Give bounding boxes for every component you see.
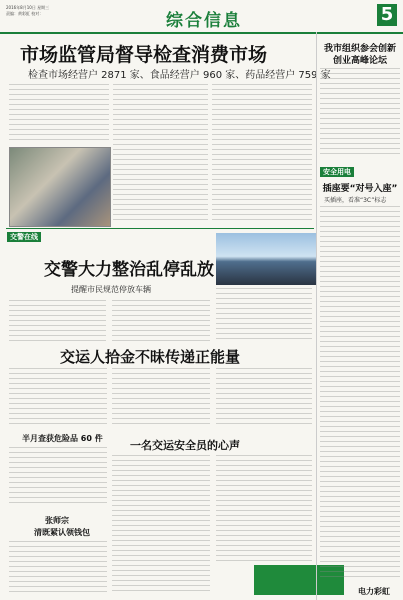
- safety-officer-body-col2: [216, 455, 312, 563]
- lead-body-col2: [113, 84, 208, 224]
- lead-body-col3: [212, 84, 312, 224]
- electricity-section-label: 安全用电: [320, 167, 354, 177]
- editor-line: 责编：黄彩虹 校对：: [6, 11, 44, 16]
- traffic-body-col1: [9, 300, 106, 342]
- wallet-headline-2: 清既紧认领钱包: [34, 528, 90, 537]
- traffic-body-col2: [112, 300, 210, 342]
- socket-body: [320, 206, 400, 578]
- section-title: 综合信息: [166, 11, 242, 31]
- safety-officer-body-col1: [112, 455, 210, 595]
- dangerous-goods-body: [9, 447, 107, 507]
- lead-body-col1: [9, 84, 109, 144]
- lead-headline: 市场监管局督导检查消费市场: [20, 44, 268, 66]
- divider: [6, 228, 314, 229]
- lead-subhead: 检查市场经营户 2871 家、食品经营户 960 家、药品经营户 759 家: [28, 70, 331, 81]
- page-header: [0, 0, 403, 34]
- traffic-subhead: 提醒市民规范停放车辆: [71, 285, 151, 294]
- wallet-headline-1: 张师宗: [45, 516, 69, 525]
- dangerous-goods-headline: 半月查获危险品 60 件: [22, 434, 103, 443]
- footer-logo: 电力彩虹: [358, 587, 390, 596]
- page-number: 5: [377, 4, 397, 26]
- story3-body-col2: [112, 368, 210, 428]
- forum-headline-1: 我市组织参会创新: [323, 44, 396, 54]
- story3-headline: 交运人拾金不昧传递正能量: [60, 348, 241, 366]
- traffic-body-col3: [216, 288, 312, 342]
- date-line: 2016年8月10日 星期三: [6, 5, 50, 10]
- socket-subhead: 买插座，看准“3C”标志: [324, 197, 387, 204]
- traffic-police-photo: [216, 233, 316, 285]
- safety-officer-headline: 一名交运安全员的心声: [130, 439, 240, 452]
- wallet-body: [9, 541, 107, 595]
- story3-body-col3: [216, 368, 312, 428]
- traffic-section-label: 交警在线: [7, 232, 41, 242]
- inspection-photo: [9, 147, 111, 227]
- socket-headline: 插座要“对号入座”: [322, 184, 398, 194]
- story3-body-col1: [9, 368, 107, 428]
- forum-body: [320, 68, 400, 158]
- traffic-headline: 交警大力整治乱停乱放: [44, 260, 214, 280]
- forum-headline-2: 创业高峰论坛: [332, 56, 387, 66]
- header-meta: [6, 5, 49, 17]
